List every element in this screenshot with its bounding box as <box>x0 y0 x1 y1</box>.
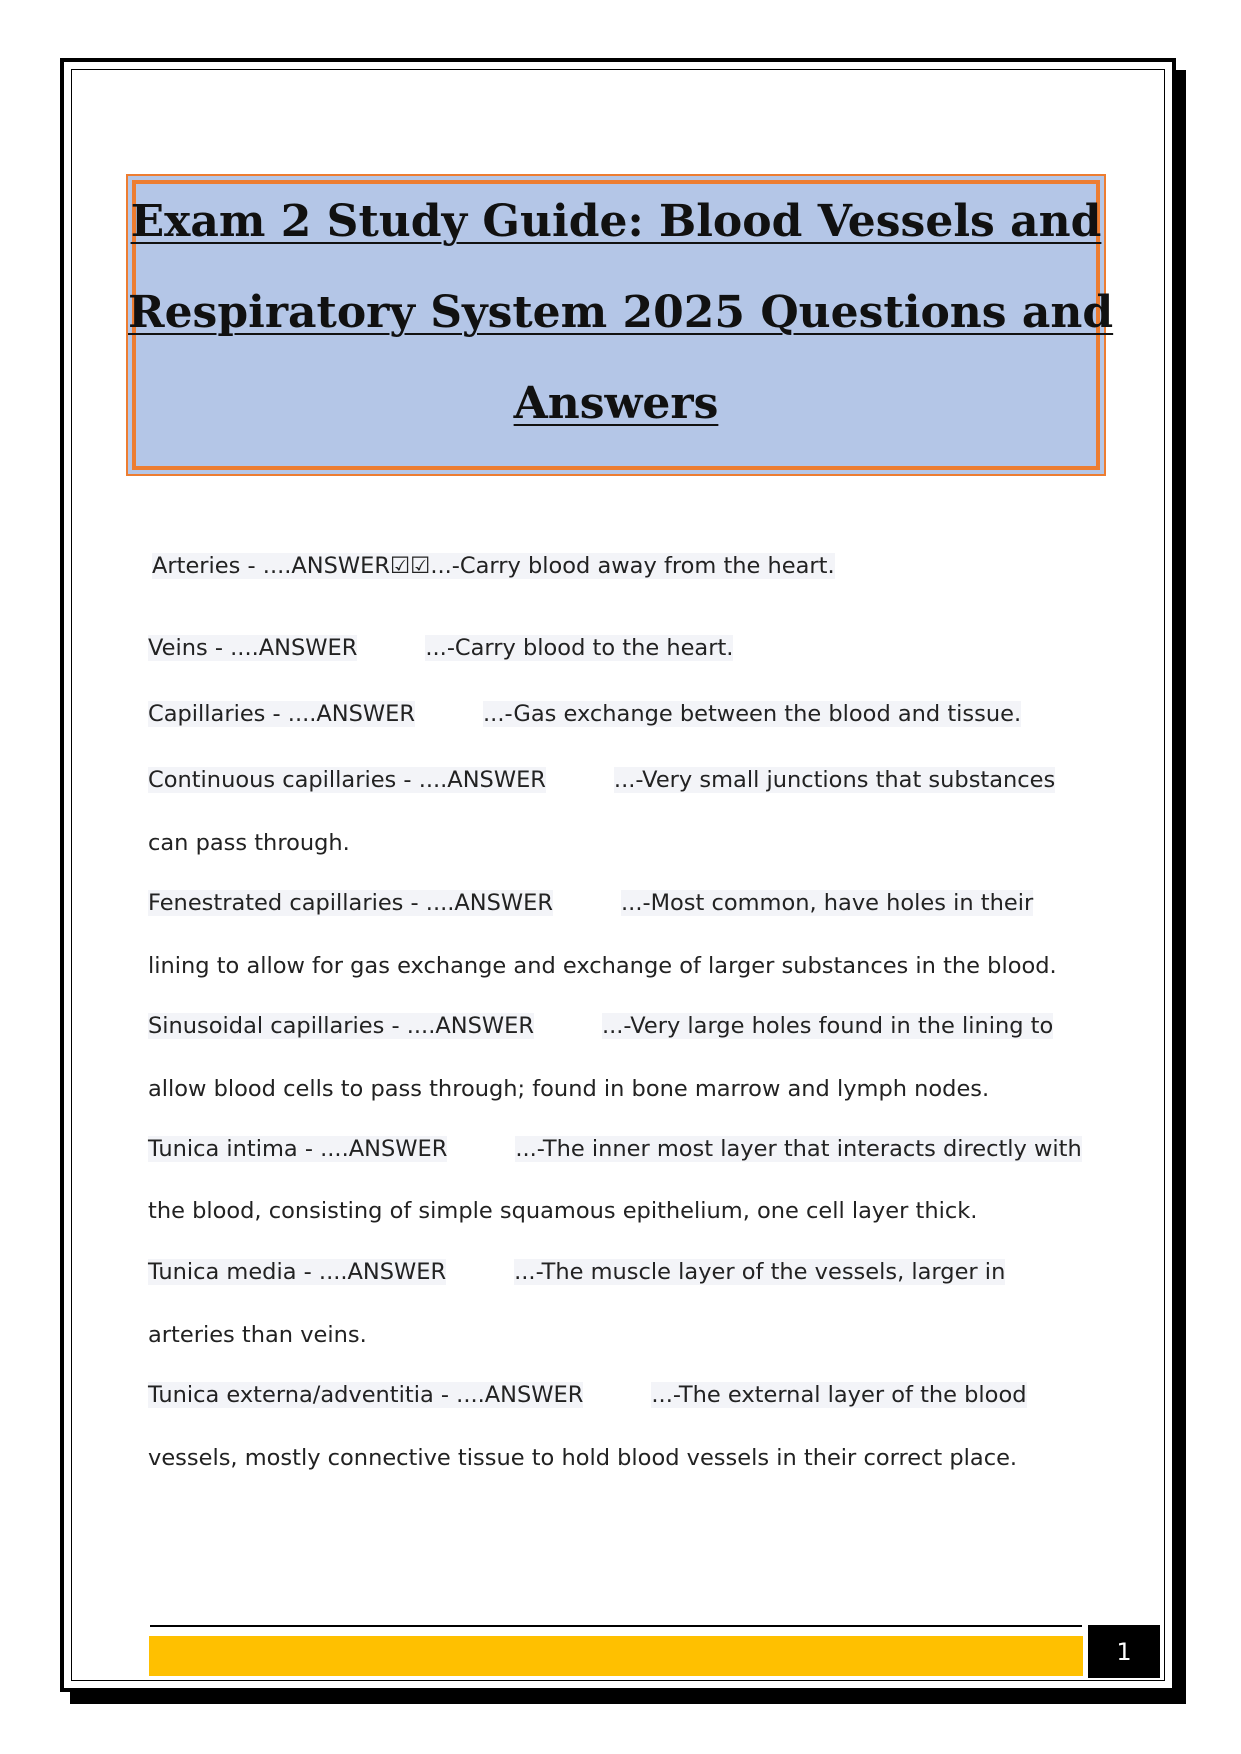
title-line-1: Exam 2 Study Guide: Blood Vessels and <box>130 196 1102 247</box>
title-line-3: Answers <box>513 378 719 429</box>
qa-entry-veins <box>148 633 733 663</box>
qa-answer: ...-Most common, have holes in their <box>621 890 1034 916</box>
qa-entry-tunica-externa <box>148 1380 1027 1410</box>
qa-answer-continuation <box>148 828 350 858</box>
qa-answer-cont-text: lining to allow for gas exchange and exchange of larger substances in the blood. <box>148 953 1057 979</box>
qa-answer: ...-Very small junctions that substances <box>613 767 1056 793</box>
qa-entry-capillaries <box>148 699 1021 729</box>
qa-answer-cont-text: arteries than veins. <box>148 1322 367 1348</box>
qa-question: Tunica media - ....ANSWER <box>148 1259 447 1285</box>
qa-entry-sinusoidal-capillaries <box>148 1011 1053 1041</box>
qa-answer: ...-The inner most layer that interacts directly with <box>515 1136 1082 1162</box>
qa-answer-continuation <box>148 1320 367 1350</box>
qa-answer: ...-The muscle layer of the vessels, larger in <box>514 1259 1006 1285</box>
qa-entry-arteries <box>152 551 835 581</box>
qa-answer-continuation <box>148 1074 989 1104</box>
qa-entry-fenestrated-capillaries <box>148 888 1033 918</box>
qa-question: Fenestrated capillaries - ....ANSWER <box>148 890 554 916</box>
qa-answer-cont-text: the blood, consisting of simple squamous epithelium, one cell layer thick. <box>148 1198 978 1224</box>
footer-bar <box>149 1636 1083 1676</box>
page-number <box>1088 1625 1160 1678</box>
qa-question: Sinusoidal capillaries - ....ANSWER <box>148 1013 534 1039</box>
qa-question: Capillaries - ....ANSWER <box>148 701 416 727</box>
qa-answer-cont-text: can pass through. <box>148 830 350 856</box>
qa-answer-continuation <box>148 1196 977 1226</box>
qa-question: Tunica externa/adventitia - ....ANSWER <box>148 1382 584 1408</box>
qa-answer-cont-text: vessels, mostly connective tissue to hold blood vessels in their correct place. <box>148 1445 1018 1471</box>
qa-answer: ...-Gas exchange between the blood and tissue. <box>483 701 1022 727</box>
qa-entry-tunica-intima <box>148 1134 1082 1164</box>
qa-answer-continuation <box>148 951 1057 981</box>
qa-answer-continuation <box>148 1443 1017 1473</box>
qa-answer-cont-text: allow blood cells to pass through; found in bone marrow and lymph nodes. <box>148 1076 990 1102</box>
qa-answer: ...-Carry blood to the heart. <box>425 635 734 661</box>
qa-question: Arteries - ....ANSWER☑☑...-Carry blood away from the heart. <box>152 553 835 579</box>
qa-question: Veins - ....ANSWER <box>148 635 358 661</box>
qa-question: Tunica intima - ....ANSWER <box>148 1136 448 1162</box>
qa-entry-tunica-media <box>148 1257 1005 1287</box>
qa-answer: ...-Very large holes found in the lining to <box>601 1013 1054 1039</box>
page-number-text: 1 <box>1116 1637 1132 1666</box>
qa-answer: ...-The external layer of the blood <box>651 1382 1027 1408</box>
qa-question: Continuous capillaries - ....ANSWER <box>148 767 546 793</box>
title-line-2: Respiratory System 2025 Questions and <box>128 287 1114 338</box>
footer-rule <box>150 1625 1082 1627</box>
qa-entry-continuous-capillaries <box>148 765 1055 795</box>
title-box <box>126 174 1114 476</box>
